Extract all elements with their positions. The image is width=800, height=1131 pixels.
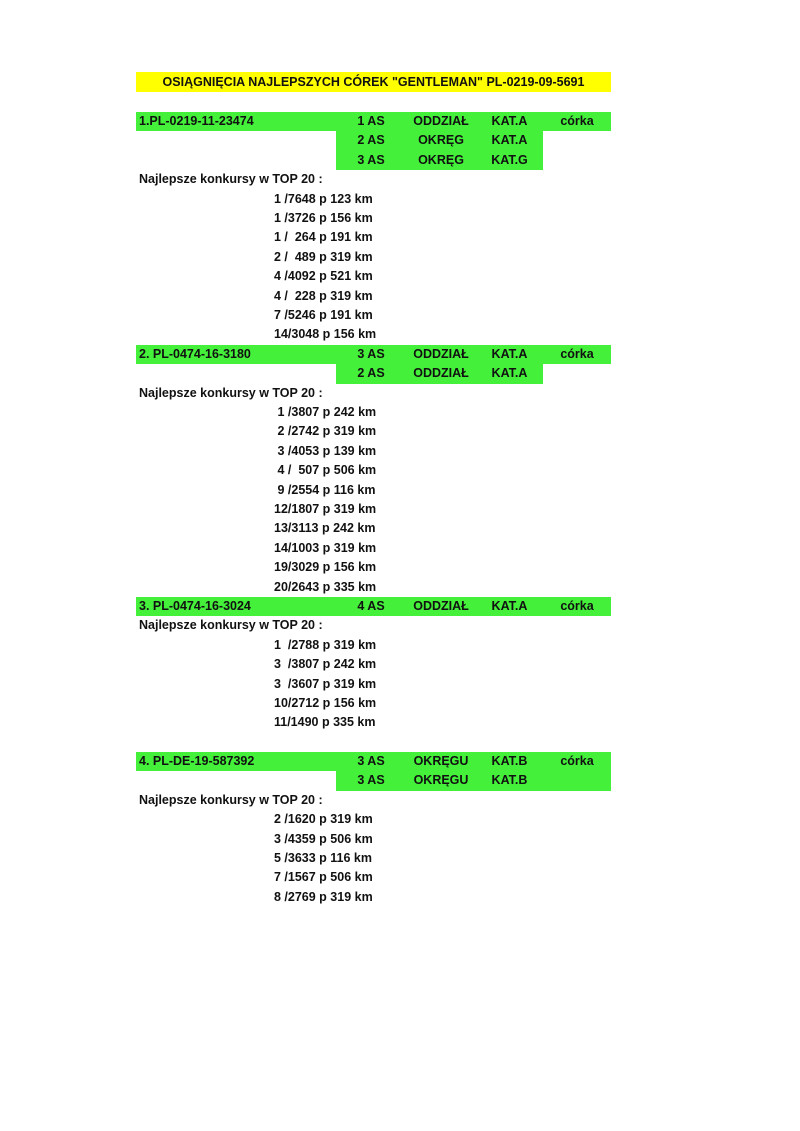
- category: KAT.A: [476, 364, 543, 383]
- contest-item: 2 / 489 p 319 km: [274, 249, 373, 264]
- contests-label: Najlepsze konkursy w TOP 20 :: [139, 792, 323, 807]
- sex-label: córka: [543, 345, 611, 364]
- contest-item: 14/1003 p 319 km: [274, 540, 377, 555]
- daughter-id: 1.PL-0219-11-23474: [136, 112, 336, 131]
- contest-item: 3 /3607 p 319 km: [274, 676, 377, 691]
- as-rank: 2 AS: [336, 131, 406, 150]
- contests-label: Najlepsze konkursy w TOP 20 :: [139, 172, 323, 187]
- sex-label: córka: [543, 597, 611, 616]
- level: ODDZIAŁ: [406, 597, 476, 616]
- daughter-1-row-1: [136, 112, 611, 131]
- level: OKRĘGU: [406, 771, 476, 790]
- level: OKRĘG: [406, 151, 476, 170]
- level: OKRĘGU: [406, 752, 476, 771]
- category: KAT.B: [476, 752, 543, 771]
- contest-item: 12/1807 p 319 km: [274, 502, 377, 516]
- contest-item: 1 /7648 p 123 km: [274, 191, 373, 206]
- contest-item: 11/1490 p 335 km: [274, 715, 376, 730]
- as-rank: 4 AS: [336, 597, 406, 616]
- as-rank: 3 AS: [336, 771, 406, 790]
- contest-item: 3 /4359 p 506 km: [274, 831, 373, 846]
- level: ODDZIAŁ: [406, 112, 476, 131]
- level: OKRĘG: [406, 131, 476, 150]
- daughter-id: 4. PL-DE-19-587392: [136, 752, 336, 771]
- row-fill: [543, 771, 611, 790]
- contest-item: 20/2643 p 335 km: [274, 579, 377, 594]
- contest-item: 3 /3807 p 242 km: [274, 657, 377, 672]
- contest-item: 14/3048 p 156 km: [274, 327, 377, 342]
- contest-item: 19/3029 p 156 km: [274, 560, 377, 575]
- document-title: OSIĄGNIĘCIA NAJLEPSZYCH CÓREK "GENTLEMAN" PL-0219-09-5691: [136, 72, 611, 92]
- contest-item: 4 /4092 p 521 km: [274, 269, 373, 284]
- contest-item: 3 /4053 p 139 km: [274, 443, 377, 458]
- contest-item: 7 /5246 p 191 km: [274, 308, 373, 322]
- contests-label: Najlepsze konkursy w TOP 20 :: [139, 618, 323, 633]
- sex-label: córka: [543, 112, 611, 131]
- contest-item: 1 /3726 p 156 km: [274, 211, 373, 225]
- daughter-3-row-1: [136, 597, 611, 616]
- category: KAT.A: [476, 597, 543, 616]
- level: ODDZIAŁ: [406, 345, 476, 364]
- contest-item: 9 /2554 p 116 km: [274, 482, 376, 497]
- contest-item: 13/3113 p 242 km: [274, 521, 376, 536]
- category: KAT.A: [476, 131, 543, 150]
- contests-label: Najlepsze konkursy w TOP 20 :: [139, 385, 323, 400]
- category: KAT.B: [476, 771, 543, 790]
- contest-item: 5 /3633 p 116 km: [274, 851, 372, 865]
- sex-label: córka: [543, 752, 611, 771]
- category: KAT.A: [476, 345, 543, 364]
- daughter-id: 2. PL-0474-16-3180: [136, 345, 336, 364]
- contest-item: 2 /2742 p 319 km: [274, 424, 377, 439]
- daughter-4-row-1: [136, 752, 611, 771]
- contest-item: 7 /1567 p 506 km: [274, 870, 373, 885]
- as-rank: 2 AS: [336, 364, 406, 383]
- category: KAT.G: [476, 151, 543, 170]
- contest-item: 1 /2788 p 319 km: [274, 637, 377, 652]
- as-rank: 1 AS: [336, 112, 406, 131]
- contest-item: 8 /2769 p 319 km: [274, 889, 373, 904]
- category: KAT.A: [476, 112, 543, 131]
- daughter-id: 3. PL-0474-16-3024: [136, 597, 336, 616]
- contest-item: 4 / 507 p 506 km: [274, 463, 377, 478]
- contest-item: 1 / 264 p 191 km: [274, 230, 373, 245]
- as-rank: 3 AS: [336, 151, 406, 170]
- level: ODDZIAŁ: [406, 364, 476, 383]
- as-rank: 3 AS: [336, 752, 406, 771]
- daughter-2-row-1: [136, 345, 611, 364]
- contest-item: 1 /3807 p 242 km: [274, 405, 377, 419]
- contest-item: 2 /1620 p 319 km: [274, 812, 373, 827]
- as-rank: 3 AS: [336, 345, 406, 364]
- contest-item: 10/2712 p 156 km: [274, 696, 377, 710]
- contest-item: 4 / 228 p 319 km: [274, 288, 373, 303]
